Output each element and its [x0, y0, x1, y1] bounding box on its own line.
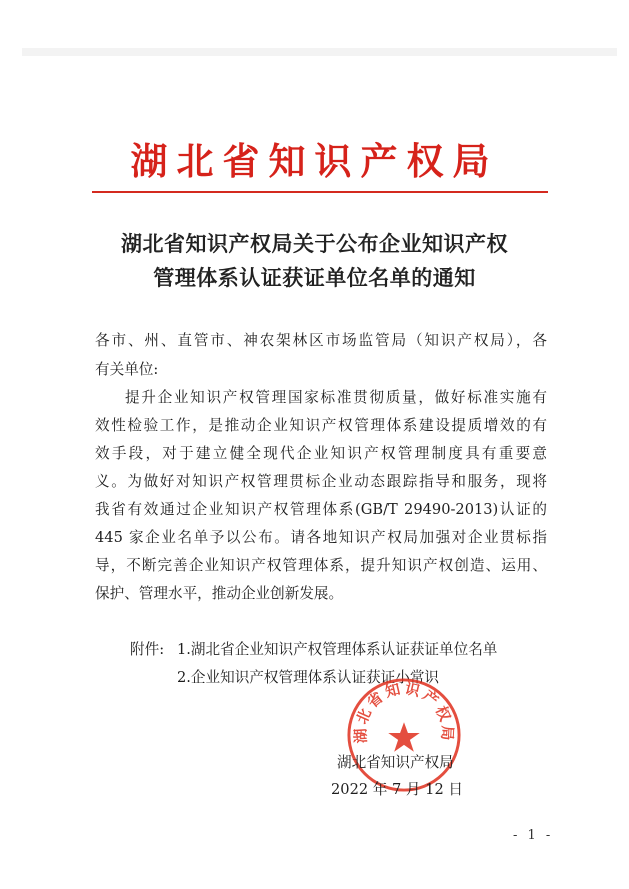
- top-scan-band: [22, 48, 617, 56]
- svg-text:湖北省知识产权局: 湖北省知识产权局: [352, 680, 456, 744]
- letterhead-red-rule: [92, 191, 548, 193]
- document-title-line-2: 管理体系认证获证单位名单的通知: [153, 265, 476, 290]
- attachment-item-2: 2.企业知识产权管理体系认证获证小常识: [177, 669, 440, 686]
- letterhead-org-name: 湖北省知识产权局: [130, 139, 499, 183]
- attachment-item-1: 1.湖北省企业知识产权管理体系认证获证单位名单: [177, 641, 498, 658]
- signature-date: 2022 年 7 月 12 日: [331, 781, 463, 798]
- signature-org: 湖北省知识产权局: [337, 754, 454, 771]
- salutation-line-1: 各市、州、直管市、神农架林区市场监管局（知识产权局），各: [95, 332, 547, 349]
- body-paragraph-line: 445 家企业名单予以公布。请各地知识产权局加强对企业贯标指: [95, 529, 547, 546]
- body-paragraph-line: 效性检验工作，是推动企业知识产权管理体系建设提质增效的有: [95, 417, 547, 434]
- body-paragraph-line: 义。为做好对知识产权管理贯标企业动态跟踪指导和服务，现将: [95, 473, 547, 490]
- page-number: - 1 -: [513, 828, 554, 843]
- body-paragraph-line: 提升企业知识产权管理国家标准贯彻质量，做好标准实施有: [125, 389, 547, 406]
- body-paragraph-line: 效手段，对于建立健全现代企业知识产权管理制度具有重要意: [95, 445, 547, 462]
- salutation-line-2: 有关单位:: [95, 361, 159, 378]
- body-paragraph-line: 保护、管理水平，推动企业创新发展。: [95, 585, 344, 602]
- document-title-line-1: 湖北省知识产权局关于公布企业知识产权: [121, 231, 508, 256]
- body-paragraph-line: 我省有效通过企业知识产权管理体系(GB/T 29490-2013)认证的: [95, 501, 547, 518]
- attachments-label: 附件:: [130, 641, 165, 658]
- body-paragraph-line: 导，不断完善企业知识产权管理体系，提升知识产权创造、运用、: [95, 557, 547, 574]
